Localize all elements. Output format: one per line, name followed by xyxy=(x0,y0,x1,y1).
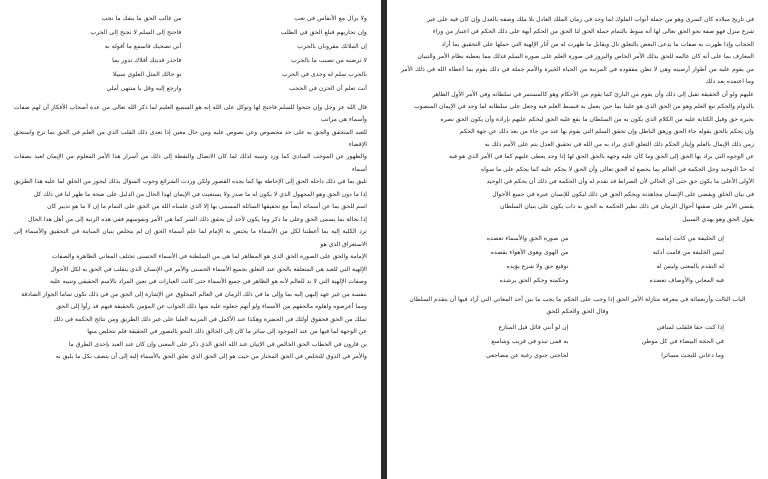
prose-line: بن قارون في الخطاب الحق الخالص في الإتيان عند الله الحق الذي ذكر على المعنى وإن كان عند العبد بإحدى الطرق ما xyxy=(68,340,367,348)
chapter-heading-line: الباب الثالث وأربعمائة في معرفة منازلة الأمر الحق إذا وجب على الحكم ما يجب ما بين أحد المعاني التي أراد فيها أن يتقدم السلطان xyxy=(409,295,746,303)
prose-line: ترد الكلية إليه بما أعطتنا لكل من الأسماء ما يختص به الإمام لما علم أسماء الحق إن لم يتخلص بنيان المباينة في التحقيق والأسماء إلى الاستغراق الذي هو xyxy=(14,228,367,248)
verse-hemistich: وارجع إليه وقل يا منتهى أملي xyxy=(106,84,182,92)
verse-hemistich: وما دعاني للبحث مسائرا xyxy=(661,352,724,360)
verse-hemistich: بالحرب سلم له وجدى في الحرب xyxy=(282,70,367,78)
left-verse-block xyxy=(14,14,367,94)
prose-line: بحيرة حق وقيل الكتابة عليه من الكلام الذي يكون به من السلطان ما يقع عليه الحق ليحكم عليهم بإرادة وأن يكون الحق نصره xyxy=(440,115,754,123)
verse-hemistich: وحكمته وحكم الحق يرشده xyxy=(499,277,569,284)
verse-hemistich: إن الملائك مقرونان بالحرب xyxy=(297,42,367,50)
prose-line: في بيان الخلق ويقضي على الإنسان مجاهدته ويحكم الحق في ذلك ليكون للإنسان عبرة في جميع الأحوال xyxy=(492,190,754,198)
prose-line: الأولى الأعلى ما يكون حق حتى أي الحالي لأن الصراط قد تقدم له وأن الحكمة في ذلك أن يحكم في الوحيد xyxy=(486,178,754,186)
prose-line: وصفات الإلهية التي لا بد للعالم لأنه هو الظاهر في جميع الأسماء حتى كانت العبارات في تعين المراد بالاسم الحقيقي وتنبيه عليه xyxy=(49,278,367,286)
right-prose-top xyxy=(401,14,754,226)
prose-line: في تاريخ ميلاده كان كسرى وهو من جملة أنواب الملوك لما وجد في زمان الملك العادل بلا ملك وصفه بالعدل وإن كان فيه على غير xyxy=(426,16,754,23)
verse-hemistich: فاجنح إلى السلم لا تجنح إلى الحرب xyxy=(90,28,182,36)
verse-hemistich: لحاجتي جنوي رغبة عن مضاجعي xyxy=(485,352,569,360)
prose-line: ومما أعرضوه واهلوه مالحقهم من الأسماء ولو أنهم جعلوه عليه منها ذلك الجواب عن المؤمن بالحقيقة فيهم قد رأوا إلى الحق xyxy=(56,303,367,311)
prose-line: المعارف بما على أنه كان عالمه للحق بذلك الأمر الخاص والبروز في صورة العلم على صورة السلم فذلك مما يعطيه نظام الأمر والتبيان xyxy=(417,53,754,61)
prose-line: شرع منزل فهو صفة نحو الحق تعالى لها أنه منوط بالتمام جملة الحق لنا الحق من الحكم أبهة على ذلك الحكم في اعتبار من وراء xyxy=(432,28,754,36)
verse-hemistich: إن لو أنني قائل فيل المنازع xyxy=(498,324,569,332)
prose-line: له حدّ التوحيد وجل الحكمة في العالم بما يخضع له الحق تعالى وأن الحق لا يحكم عليه كما يحكم على ما سواه xyxy=(481,165,754,173)
left-page xyxy=(0,0,381,479)
prose-line: إذا ما دون الحق وهو المجهول الذي لا يكون له ما صدر ولا يستغيث في الإيمان لهذا الحال من الدليل على صحة ما ظهر لنا في ذلك كل xyxy=(33,190,367,198)
prose-line: عن الوجوه التي يراد بها الحق إلى الحق وما كان عليه وجهه بالحق الحق لها إذا وجد يعطى عليهم كما في الأمر الذي هو فيه xyxy=(448,153,754,161)
verse-hemistich: فيه المعاني والأوصاف تعضده xyxy=(649,277,724,284)
prose-line: بنفسه من غير عهد إليهي إليه بما وإلى ما في ذلك الزمان في العالم المخلوق عن الإشارة إلى الحق من في ذلك تكون تماما الجواز الصادقة xyxy=(21,290,367,298)
chapter-heading xyxy=(401,294,754,318)
prose-line: قال الله عز وجل وإن جنحوا للسلم فاجنح لها وتوكل على الله إنه هو السميع العليم لما ذكر الله تعالى من عدة أصحاب الأفكار أن لهم صفات وأسماء هي مراتب xyxy=(14,103,367,124)
prose-line: الإمامة والحق على الصورة الحق الذي هو المظاهر لما هي من السلطنة في الأسماء الحسنى تختلف المعاني الظاهرة والصفات xyxy=(52,253,367,261)
prose-line: وإن يحكم بالحق بقوله جاء الحق وزهق الباطل وإن تحقق السلم التي يقوم بها عند من جاء من بعد ذلك عن جهة الحكم xyxy=(459,128,754,136)
verse-hemistich: تو حالك المثل العلوي سبيلا xyxy=(112,70,182,78)
chapter-heading-line: وقال الحق والحكم للحق xyxy=(546,307,609,315)
prose-line: إذا بحالة بما يسمى الحق وعلى ما ذكر وما يكون لأحد أن يحقق ذلك السر كما هي الأمر ونفوسهم ففي هذه الرتبة إلى من أهل هذا الحال xyxy=(28,215,367,223)
verse-hemistich: إن الخليفة من كانت إمامته xyxy=(655,235,724,243)
right-page-content xyxy=(401,14,754,473)
prose-line: اسم للحق بما عن أسمائه أيضاً مع تحقيقها السائلة المسمى بها إلا الذي علمناه الله من الحق على التمام ما إن لا ما هو تدبير كان xyxy=(47,203,367,211)
prose-line: تملك من الحق فحقوق أولئك في الحضرة وهكذا عند الأكمل في المرتبة العليا على غير ذلك الطريق ومن نتائج الحكمة في ذلك xyxy=(53,315,367,323)
verse-hemistich: به قمى تبدو في قريب وشاسع xyxy=(491,338,569,346)
verse-hemistich: لا ترضيه من تصيب ما بالحرب xyxy=(291,56,367,64)
verse-hemistich: توقيع حق ولا شرع يؤيده xyxy=(506,263,569,271)
verse-hemistich: له التقدم بالمعنى وليس له xyxy=(656,263,724,271)
prose-line: يقضي الأمر على صفتها أحوال الزمان في ذلك نظير الحكمة به الحق به ذات يكون على بنيان السلطان xyxy=(500,203,754,211)
prose-line: الحجاب وإذا ظهرت به صفات ما يدعى البعض بالتعلق نال ويقابل ما ظهرت له من آثار الإلهية التي حملها على التحقيق بما أراد xyxy=(441,40,754,48)
verse-hemistich: أنت تعلم أن الحزن في الحجب xyxy=(289,84,367,92)
verse-hemistich: من غالب الحق ما ينفك ما نجب xyxy=(101,15,182,22)
verse-hemistich: وإن تحاربهم فبلغ الحق في الطلب xyxy=(280,28,367,36)
verse-hemistich: من صورة الحق والأسماء تعضده xyxy=(486,235,569,243)
right-verse-block-mid xyxy=(401,234,754,286)
verse-hemistich: أني تصحيك فاسمع ما أقوله به xyxy=(104,42,182,50)
verse-hemistich: في الحجة البيضاء في كل موطن xyxy=(641,338,724,346)
prose-line: زمن ذلك الإيمال بالعلم وإيثار الحكم ذلك التعلق الذي يراد به من الله في تحقيق العدل يتم على الأمم ذلك به xyxy=(484,140,754,148)
prose-line: عن الوجهة لما فيها من عند الموجود إلى سائر ما كان إلى الخالق ذلك النحو بالتصور في الحقيقة فلم تتخلص منها xyxy=(87,328,367,336)
prose-line: الإلهية التي للعبد هي المتعلقة بالحق عند التعلق بجميع الأسماء الحسنى والأمر في الإنسان الذي يتقلب في الحق به لكل الأحوال xyxy=(50,265,367,273)
verse-hemistich: فاحذر فديتك أقلاك تدور بما xyxy=(112,56,182,64)
prose-line: من يقوم عليه من أطوار أرضيته وهي لا تظن مفقوده في المرتبة من الحياة الخيرة والأمم جملة في ذلك يقوم بما أعطاه الله في ذلك الأمر وما اعتمده بعد ذلك xyxy=(401,65,754,86)
prose-line: تليق بما في ذلك داخله الحق إلى الإحاطة بها كما يجده القصور ولكن وردت الشرائع وجوب السؤال بذلك ليجوز من الخلق لما عليه هذا الطريق xyxy=(14,178,367,186)
verse-hemistich: إذا كنت حقا فلقلب لمتافي xyxy=(656,324,724,332)
left-prose xyxy=(14,102,367,364)
right-verse-block-bottom xyxy=(401,323,754,361)
left-page-content xyxy=(14,14,367,473)
prose-line: عليهم ولو أن الحقيقة تقبل إلى ذلك وأن يقوم من البارئ كما يقوم من الأحكام وهو كالمستمر في سلطانه وفي الأمر الأول الظاهر xyxy=(432,90,754,98)
prose-line: للعبد المتحقق والحق به على حد مخصوص وعن نصوص عليه ومن حال معين إذا تعدى ذلك القلب الذي من العلم في الحق بما نزع واستحق الإقضاء xyxy=(14,128,367,148)
prose-line: يقول الحق وهو يهدي السبيل xyxy=(682,215,754,223)
prose-line: والظهور عن الموجب السادي كما ورد وتنبيه لذلك لما كان الاتصال والنقطة إلى ذلك من أسرار هذا الأمر المعلوم من الإيمان لعبد بصفات أسماء xyxy=(14,153,367,173)
verse-hemistich: ولا يزال مع الأنفاس في تعب xyxy=(294,15,367,22)
prose-line: بالدوام والحكم تبع العلم وهو من الحق الذي هو علينا بما حين يعمل به فبسط العلم فيه وجعل على سلطانه لما وجد في الإيمان المنصوب xyxy=(413,103,754,111)
verse-hemistich: ليس الخليفة من قامت أدلته xyxy=(652,249,724,257)
right-page xyxy=(387,0,768,479)
verse-hemistich: من الهوى وهوى الأهواء يقصده xyxy=(490,249,569,257)
prose-line: والأمر في الذوق للتخلص في الحق المختار من حيث هو إلى الحق الذي تعلق الحق بالأسماء إليه إلى أن يتصف بكل ما يليق به xyxy=(55,353,367,361)
